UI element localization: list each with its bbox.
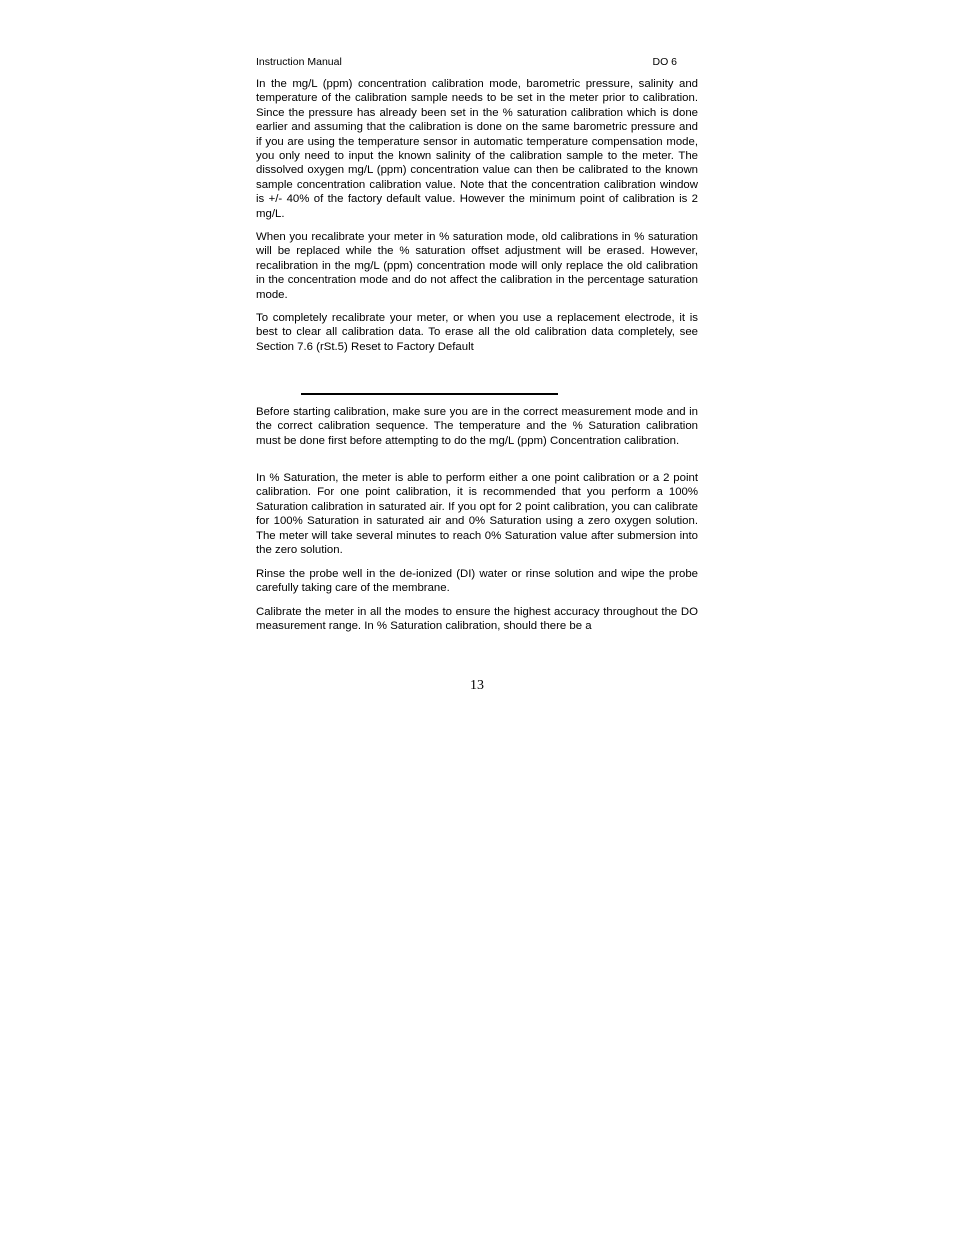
paragraph-calibrate-all-modes: Calibrate the meter in all the modes to ensure the highest accuracy throughout the DO measurement range. In % Saturation calibration, should there be a: [256, 606, 698, 633]
paragraph-concentration-calibration: In the mg/L (ppm) concentration calibration mode, barometric pressure, salinity and temperature of the calibration sample needs to be set in the meter prior to calibration. Since the pressure has already been set in the % saturation calibration which is done earlier and assuming that the calibration is done on the same barometric pressure and if you are using the temperature sensor in automatic temperature compensation mode, you only need to input the known salinity of the calibration sample to the meter. The dissolved oxygen mg/L (ppm) concentration value can then be calibrated to the known sample concentration calibration value. Note that the concentration calibration window is +/- 40% of the factory default value. However the minimum point of calibration is 2 mg/L.: [256, 78, 698, 220]
paragraph-rinse-probe: Rinse the probe well in the de-ionized (DI) water or rinse solution and wipe the probe carefully taking care of the membrane.: [256, 568, 698, 595]
header-title: Instruction Manual: [256, 56, 342, 68]
page-number: 13: [470, 678, 484, 693]
section-divider: [301, 393, 558, 395]
paragraph-recalibration: When you recalibrate your meter in % saturation mode, old calibrations in % saturation will be replaced while the % saturation offset adjustment will be erased. However, recalibration in the mg/L (ppm) concentration mode will only replace the old calibration in the concentration mode and do not affect the calibration in the percentage saturation mode.: [256, 231, 698, 301]
header-model: DO 6: [652, 56, 677, 68]
paragraph-before-calibration: Before starting calibration, make sure you are in the correct measurement mode and in the correct calibration sequence. The temperature and the % Saturation calibration must be done first before attempting to do the mg/L (ppm) Concentration calibration.: [256, 406, 698, 447]
paragraph-reset-calibration: To completely recalibrate your meter, or when you use a replacement electrode, it is best to clear all calibration data. To erase all the old calibration data completely, see Section 7.6 (rSt.5) Reset to Factory Default: [256, 312, 698, 353]
paragraph-saturation-calibration: In % Saturation, the meter is able to perform either a one point calibration or a 2 point calibration. For one point calibration, it is recommended that you perform a 100% Saturation calibration in saturated air. If you opt for 2 point calibration, you can calibrate for 100% Saturation in saturated air and 0% Saturation using a zero oxygen solution. The meter will take several minutes to reach 0% Saturation value after submersion into the zero solution.: [256, 472, 698, 557]
